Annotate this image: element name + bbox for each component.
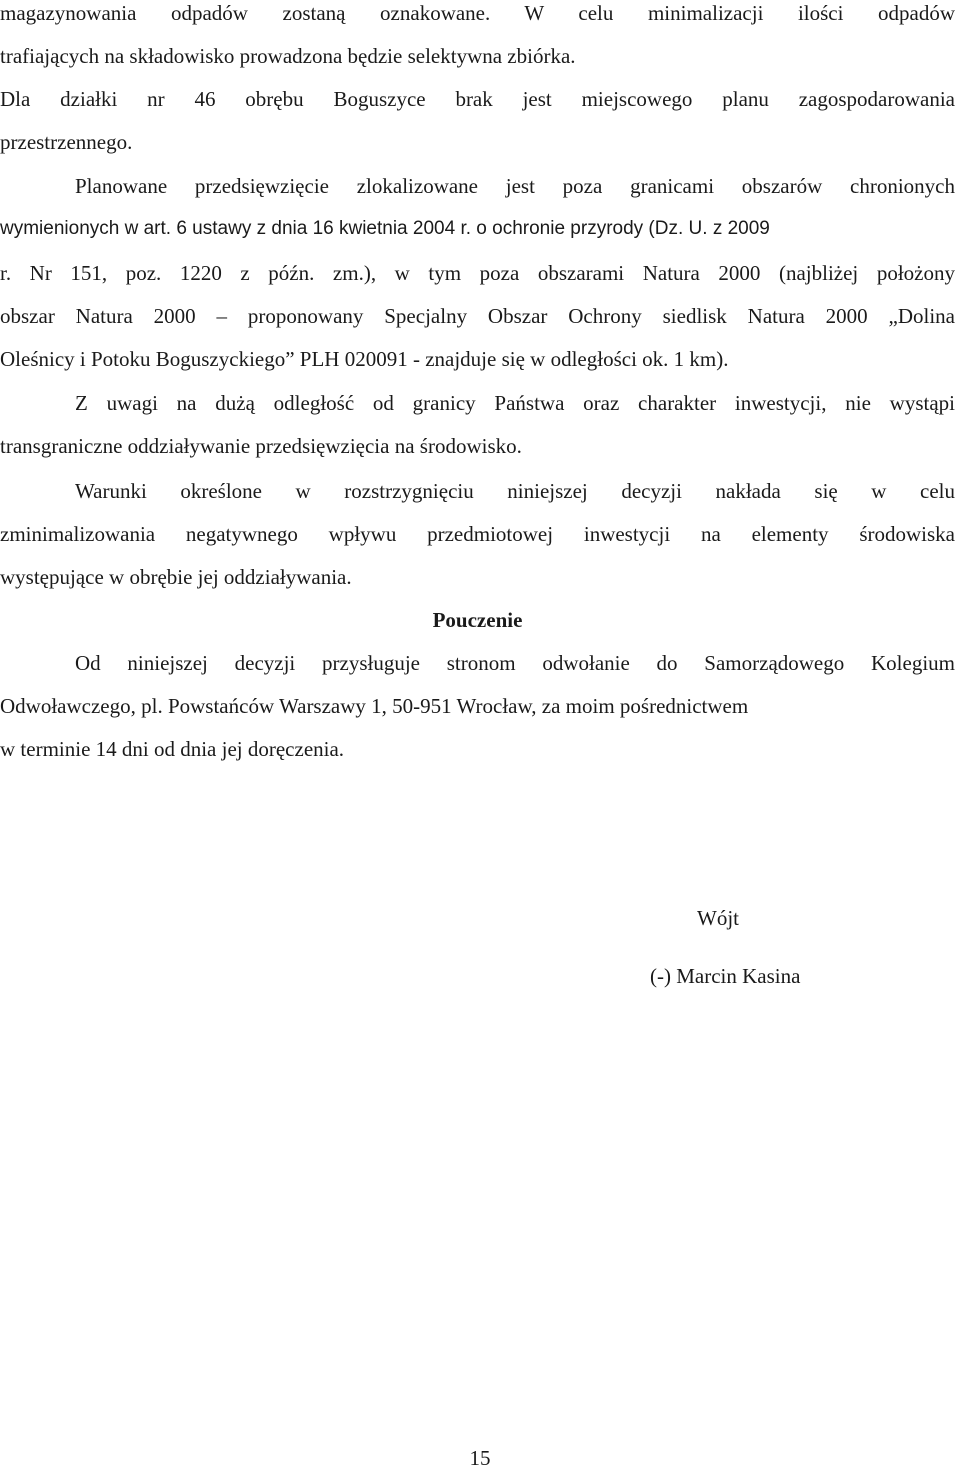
text-line: wymienionych w art. 6 ustawy z dnia 16 kwietnia 2004 r. o ochronie przyrody (Dz. U. z 2009 (0, 218, 770, 239)
text-line: zminimalizowania negatywnego wpływu przedmiotowej inwestycji na elementy środowiska (0, 522, 955, 546)
text-line: obszar Natura 2000 – proponowany Specjalny Obszar Ochrony siedlisk Natura 2000 „Dolina (0, 304, 955, 328)
text-line: Odwoławczego, pl. Powstańców Warszawy 1, 50-951 Wrocław, za moim pośrednictwem (0, 694, 749, 718)
text-line: występujące w obrębie jej oddziaływania. (0, 565, 352, 589)
text-line: r. Nr 151, poz. 1220 z późn. zm.), w tym poza obszarami Natura 2000 (najbliżej położony (0, 261, 955, 285)
text-line: Warunki określone w rozstrzygnięciu niniejszej decyzji nakłada się w celu (75, 479, 955, 503)
text-line: Od niniejszej decyzji przysługuje stronom odwołanie do Samorządowego Kolegium (75, 651, 955, 675)
section-heading: Pouczenie (432, 608, 523, 632)
text-line: w terminie 14 dni od dnia jej doręczenia. (0, 737, 345, 761)
page-number: 15 (469, 1446, 491, 1470)
text-line: transgraniczne oddziaływanie przedsięwzięcia na środowisko. (0, 434, 522, 458)
text-line: magazynowania odpadów zostaną oznakowane. W celu minimalizacji ilości odpadów (0, 1, 955, 25)
text-line: Planowane przedsięwzięcie zlokalizowane jest poza granicami obszarów chronionych (75, 174, 955, 198)
text-line: Dla działki nr 46 obrębu Boguszyce brak jest miejscowego planu zagospodarowania (0, 87, 955, 111)
text-line: trafiających na składowisko prowadzona będzie selektywna zbiórka. (0, 44, 576, 68)
text-line: Z uwagi na dużą odległość od granicy Państwa oraz charakter inwestycji, nie wystąpi (75, 391, 955, 415)
text-line: przestrzennego. (0, 130, 133, 154)
text-line: Oleśnicy i Potoku Boguszyckiego” PLH 020091 - znajduje się w odległości ok. 1 km). (0, 347, 729, 371)
signature-title: Wójt (697, 906, 739, 930)
signature-name: (-) Marcin Kasina (650, 964, 801, 988)
